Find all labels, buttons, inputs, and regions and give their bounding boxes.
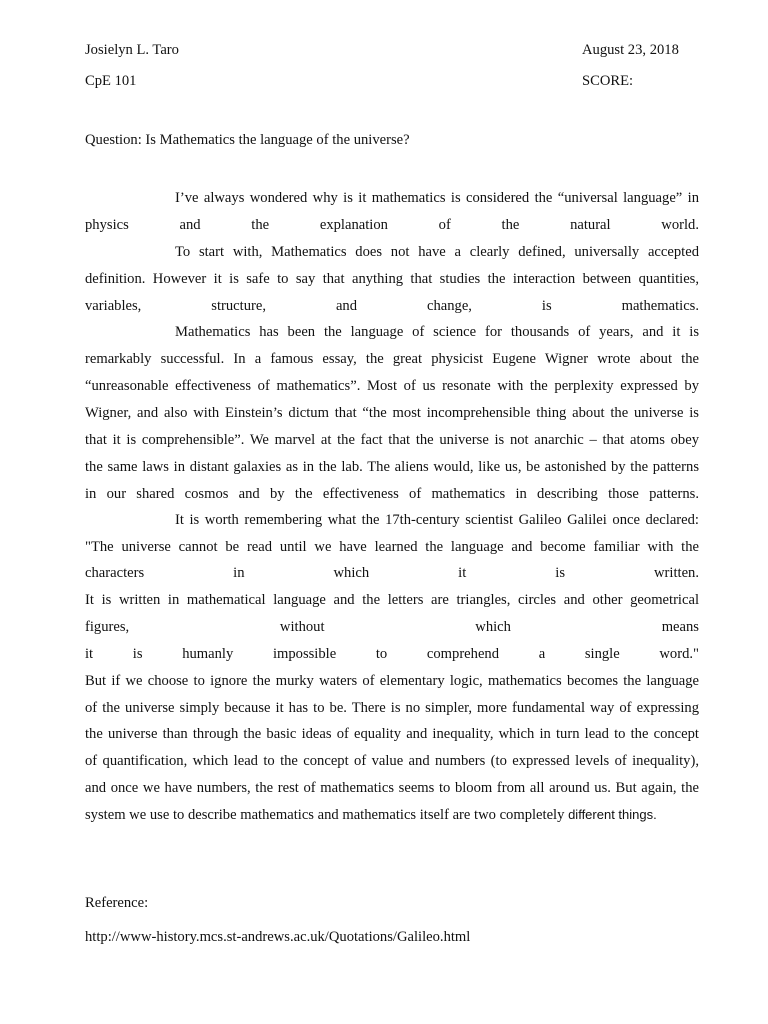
essay-line: It is worth remembering what the 17th-century scientist Galileo Galilei once declared: [175, 512, 699, 528]
essay-line: figures, without which means [85, 619, 699, 635]
document-date: August 23, 2018 [582, 42, 679, 58]
essay-final-line [85, 805, 699, 825]
essay-line: the same laws in distant galaxies as in the lab. The aliens would, like us, be astonished by the patterns [85, 459, 699, 475]
essay-line: in our shared cosmos and by the effectiveness of mathematics in describing those patterns. [85, 486, 699, 502]
essay-line: variables, structure, and change, is mathematics. [85, 298, 699, 314]
essay-line: I’ve always wondered why is it mathematics is considered the “universal language” in [175, 190, 699, 206]
essay-line: characters in which it is written. [85, 565, 699, 581]
essay-line: the universe than through the basic ideas of equality and inequality, which in turn lead to the concept [85, 726, 699, 742]
score-label: SCORE: [582, 73, 634, 89]
essay-line: Wigner, and also with Einstein’s dictum that “the most incomprehensible thing about the universe is [85, 405, 699, 421]
essay-line: remarkably successful. In a famous essay, the great physicist Eugene Wigner wrote about the [85, 351, 699, 367]
essay-line: physics and the explanation of the natural world. [85, 217, 699, 233]
essay-line: To start with, Mathematics does not have a clearly defined, universally accepted [175, 244, 699, 260]
essay-line: “unreasonable effectiveness of mathematics”. Most of us resonate with the perplexity expressed by [85, 378, 699, 394]
essay-line: that it is comprehensible”. We marvel at the fact that the universe is not anarchic – that atoms obey [85, 432, 699, 448]
reference-label: Reference: [85, 895, 149, 911]
author-name: Josielyn L. Taro [85, 42, 179, 58]
essay-line: "The universe cannot be read until we have learned the language and become familiar with the [85, 539, 699, 555]
question-title: Question: Is Mathematics the language of the universe? [85, 132, 410, 148]
essay-line: and once we have numbers, the rest of mathematics seems to bloom from all around us. But again, the [85, 780, 699, 796]
final-line-sans: different things. [568, 807, 657, 822]
final-line-serif: system we use to describe mathematics and mathematics itself are two completely [85, 807, 565, 823]
essay-line: definition. However it is safe to say that anything that studies the interaction between quantities, [85, 271, 699, 287]
essay-line: It is written in mathematical language and the letters are triangles, circles and other geometrical [85, 592, 699, 608]
essay-line: it is humanly impossible to comprehend a single word." [85, 646, 699, 662]
course-code: CpE 101 [85, 73, 137, 89]
essay-line: of the universe simply because it has to be. There is no simpler, more fundamental way of expressing [85, 700, 699, 716]
reference-url[interactable]: http://www-history.mcs.st-andrews.ac.uk/Quotations/Galileo.html [85, 929, 471, 945]
essay-line: But if we choose to ignore the murky waters of elementary logic, mathematics becomes the language [85, 673, 699, 689]
essay-line: of quantification, which lead to the concept of value and numbers (to expressed levels of inequality), [85, 753, 699, 769]
essay-line: Mathematics has been the language of science for thousands of years, and it is [175, 324, 699, 340]
